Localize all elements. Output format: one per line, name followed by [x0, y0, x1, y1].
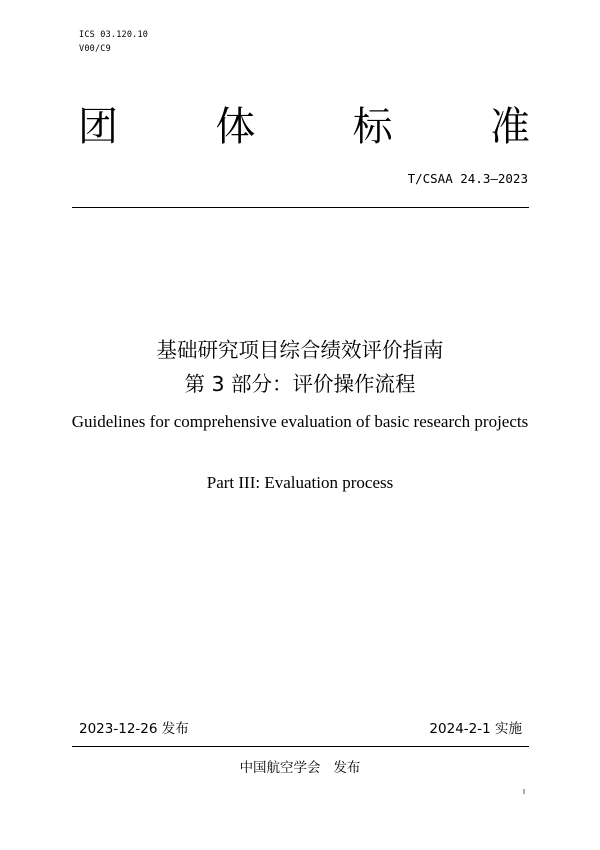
standard-type-heading [78, 102, 530, 152]
footer-divider [72, 746, 529, 747]
page-number: I [523, 788, 526, 796]
title-chinese: 基础研究项目综合绩效评价指南 [156, 338, 444, 362]
standard-number: T/CSAA 24.3—2023 [407, 171, 528, 186]
implementation-date: 2024-2-1 实施 [429, 721, 522, 737]
standard-type-char-3: 标 [352, 104, 393, 150]
standard-type-char-2: 体 [215, 104, 256, 150]
ics-code: ICS 03.120.10 [79, 30, 149, 40]
publisher: 中国航空学会 发布 [239, 760, 361, 776]
header-divider [72, 207, 529, 208]
part-title-english: Part III: Evaluation process [206, 473, 394, 492]
title-english: Guidelines for comprehensive evaluation of basic research projects [71, 412, 529, 431]
ccs-code: V00/C9 [79, 44, 111, 54]
part-title-chinese: 第 3 部分：评价操作流程 [184, 372, 416, 396]
standard-type-char-1: 团 [78, 104, 118, 150]
standard-type-char-4: 准 [489, 104, 530, 150]
publication-date: 2023-12-26 发布 [79, 721, 189, 737]
